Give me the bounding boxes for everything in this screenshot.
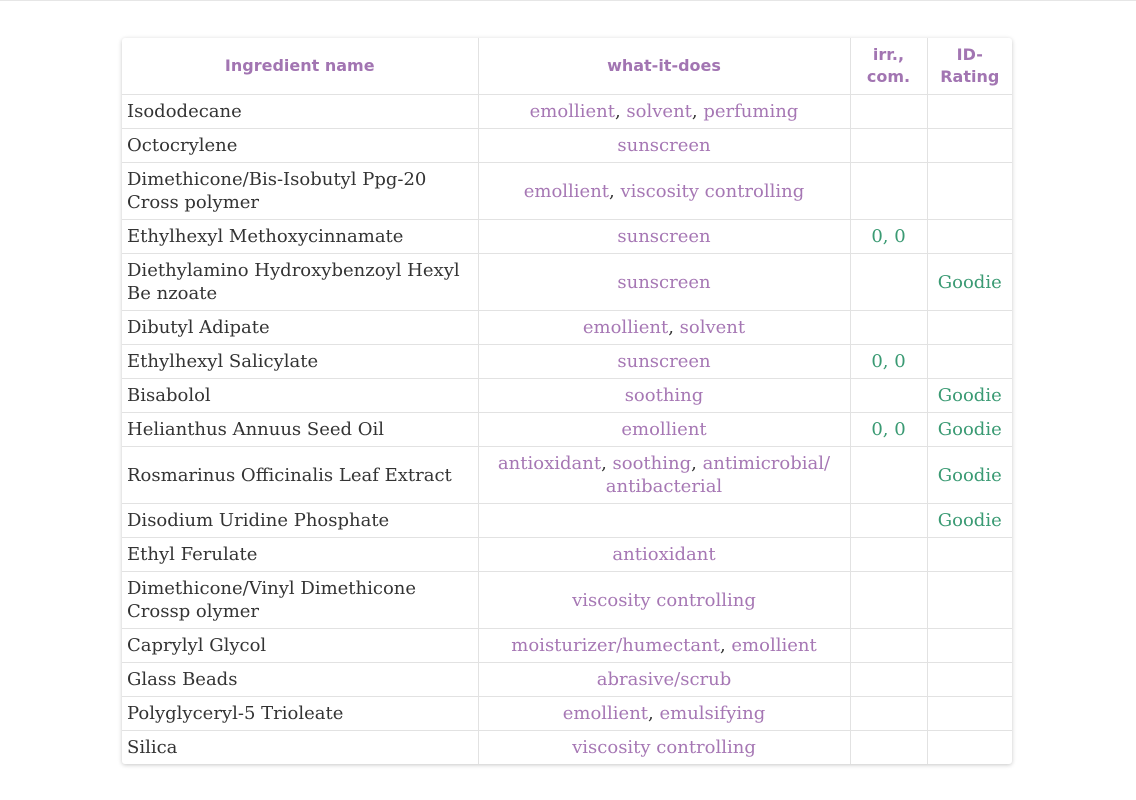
ingredient-name-cell[interactable]: Dibutyl Adipate: [122, 311, 478, 345]
header-id-rating: ID-Rating: [927, 38, 1012, 95]
ingredient-name-cell[interactable]: Ethylhexyl Salicylate: [122, 345, 478, 379]
id-rating-cell: Goodie: [927, 413, 1012, 447]
table-row: [122, 697, 1012, 731]
ingredient-name-cell[interactable]: Silica: [122, 731, 478, 765]
function-link[interactable]: solvent: [626, 101, 692, 122]
function-link[interactable]: emollient: [523, 180, 610, 202]
function-link[interactable]: emollient: [582, 317, 669, 338]
id-rating-cell: [927, 572, 1012, 629]
ingredient-name-cell[interactable]: Ethylhexyl Methoxycinnamate: [122, 220, 478, 254]
irr-com-cell: [850, 129, 927, 163]
irr-com-cell: [850, 663, 927, 697]
function-link[interactable]: abrasive/scrub: [596, 669, 732, 690]
id-rating-cell: [927, 95, 1012, 129]
function-link[interactable]: sunscreen: [617, 351, 711, 372]
ingredient-name-cell[interactable]: Diethylamino Hydroxybenzoyl Hexyl Be nzoate: [122, 254, 478, 311]
function-link[interactable]: emollient: [731, 635, 817, 656]
irr-com-cell: [850, 572, 927, 629]
function-link[interactable]: viscosity controlling: [572, 589, 756, 611]
id-rating-cell: [927, 538, 1012, 572]
ingredient-name-cell[interactable]: Dimethicone/Vinyl Dimethicone Crossp olymer: [122, 572, 478, 629]
id-rating-cell: [927, 697, 1012, 731]
irr-com-cell: 0, 0: [850, 220, 927, 254]
ingredients-table: [122, 38, 1012, 764]
header-what-it-does: what-it-does: [478, 38, 850, 95]
function-link[interactable]: moisturizer/humectant: [511, 635, 720, 656]
ingredient-name-cell[interactable]: Helianthus Annuus Seed Oil: [122, 413, 478, 447]
function-link[interactable]: antimicrobial/ antibacterial: [605, 453, 831, 497]
table-row: [122, 629, 1012, 663]
header-ingredient-name: Ingredient name: [122, 38, 478, 95]
function-link[interactable]: sunscreen: [617, 135, 711, 156]
id-rating-cell: [927, 163, 1012, 220]
id-rating-cell: [927, 731, 1012, 765]
irr-com-cell: [850, 731, 927, 765]
ingredient-name-cell[interactable]: Disodium Uridine Phosphate: [122, 504, 478, 538]
irr-com-cell: [850, 163, 927, 220]
irr-com-cell: [850, 254, 927, 311]
id-rating-cell: [927, 629, 1012, 663]
function-link[interactable]: perfuming: [703, 101, 799, 122]
irr-com-cell: [850, 311, 927, 345]
ingredient-name-cell[interactable]: Glass Beads: [122, 663, 478, 697]
irr-com-cell: 0, 0: [850, 413, 927, 447]
ingredient-name-cell[interactable]: Polyglyceryl-5 Trioleate: [122, 697, 478, 731]
ingredient-name-cell[interactable]: Octocrylene: [122, 129, 478, 163]
function-link[interactable]: emulsifying: [659, 703, 766, 724]
table-row: [122, 311, 1012, 345]
ingredient-name-cell[interactable]: Rosmarinus Officinalis Leaf Extract: [122, 447, 478, 504]
table-row: [122, 345, 1012, 379]
function-link[interactable]: emollient: [529, 101, 615, 122]
table-row: [122, 129, 1012, 163]
function-link[interactable]: antioxidant: [612, 544, 716, 565]
ingredient-name-cell[interactable]: Dimethicone/Bis-Isobutyl Ppg-20 Cross polymer: [122, 163, 478, 220]
what-it-does-cell: [478, 504, 850, 538]
function-link[interactable]: solvent: [679, 317, 746, 338]
table-row: [122, 220, 1012, 254]
what-it-does-cell: emollient, solvent: [478, 311, 850, 345]
id-rating-cell: [927, 345, 1012, 379]
table-row: [122, 663, 1012, 697]
what-it-does-cell: [478, 663, 850, 697]
function-link[interactable]: antioxidant: [497, 453, 602, 474]
irr-com-cell: [850, 379, 927, 413]
what-it-does-cell: antioxidant, soothing, antimicrobial/ antibacterial: [478, 447, 850, 504]
what-it-does-cell: emollient, viscosity controlling: [478, 163, 850, 220]
table-row: [122, 95, 1012, 129]
id-rating-cell: [927, 220, 1012, 254]
ingredients-card: [122, 38, 1012, 764]
function-link[interactable]: viscosity controlling: [620, 180, 805, 202]
id-rating-cell: Goodie: [927, 379, 1012, 413]
table-row: [122, 447, 1012, 504]
table-row: [122, 163, 1012, 220]
function-link[interactable]: soothing: [624, 385, 704, 406]
irr-com-cell: [850, 504, 927, 538]
what-it-does-cell: [478, 572, 850, 629]
table-row: [122, 379, 1012, 413]
irr-com-cell: [850, 447, 927, 504]
what-it-does-cell: [478, 220, 850, 254]
ingredient-name-cell[interactable]: Caprylyl Glycol: [122, 629, 478, 663]
id-rating-cell: [927, 129, 1012, 163]
what-it-does-cell: [478, 731, 850, 765]
what-it-does-cell: [478, 254, 850, 311]
header-irr-com: irr., com.: [850, 38, 927, 95]
id-rating-cell: Goodie: [927, 504, 1012, 538]
id-rating-cell: Goodie: [927, 447, 1012, 504]
what-it-does-cell: [478, 129, 850, 163]
table-header-row: [122, 38, 1012, 95]
top-divider: [0, 0, 1136, 1]
irr-com-cell: [850, 95, 927, 129]
id-rating-cell: [927, 663, 1012, 697]
what-it-does-cell: emollient, solvent, perfuming: [478, 95, 850, 129]
what-it-does-cell: moisturizer/humectant, emollient: [478, 629, 850, 663]
ingredient-name-cell[interactable]: Ethyl Ferulate: [122, 538, 478, 572]
id-rating-cell: Goodie: [927, 254, 1012, 311]
function-link[interactable]: soothing: [612, 453, 692, 474]
what-it-does-cell: [478, 379, 850, 413]
function-link[interactable]: viscosity controlling: [572, 737, 756, 758]
table-row: [122, 731, 1012, 765]
function-link[interactable]: sunscreen: [617, 271, 711, 293]
table-row: [122, 504, 1012, 538]
irr-com-cell: [850, 629, 927, 663]
what-it-does-cell: emollient, emulsifying: [478, 697, 850, 731]
function-link[interactable]: sunscreen: [617, 226, 711, 247]
table-row: [122, 254, 1012, 311]
irr-com-cell: 0, 0: [850, 345, 927, 379]
table-row: [122, 538, 1012, 572]
what-it-does-cell: [478, 345, 850, 379]
function-link[interactable]: emollient: [621, 419, 707, 440]
function-link[interactable]: emollient: [562, 703, 649, 724]
table-row: [122, 572, 1012, 629]
ingredient-name-cell[interactable]: Bisabolol: [122, 379, 478, 413]
irr-com-cell: [850, 697, 927, 731]
ingredient-name-cell[interactable]: Isododecane: [122, 95, 478, 129]
what-it-does-cell: [478, 413, 850, 447]
id-rating-cell: [927, 311, 1012, 345]
irr-com-cell: [850, 538, 927, 572]
what-it-does-cell: [478, 538, 850, 572]
table-row: [122, 413, 1012, 447]
